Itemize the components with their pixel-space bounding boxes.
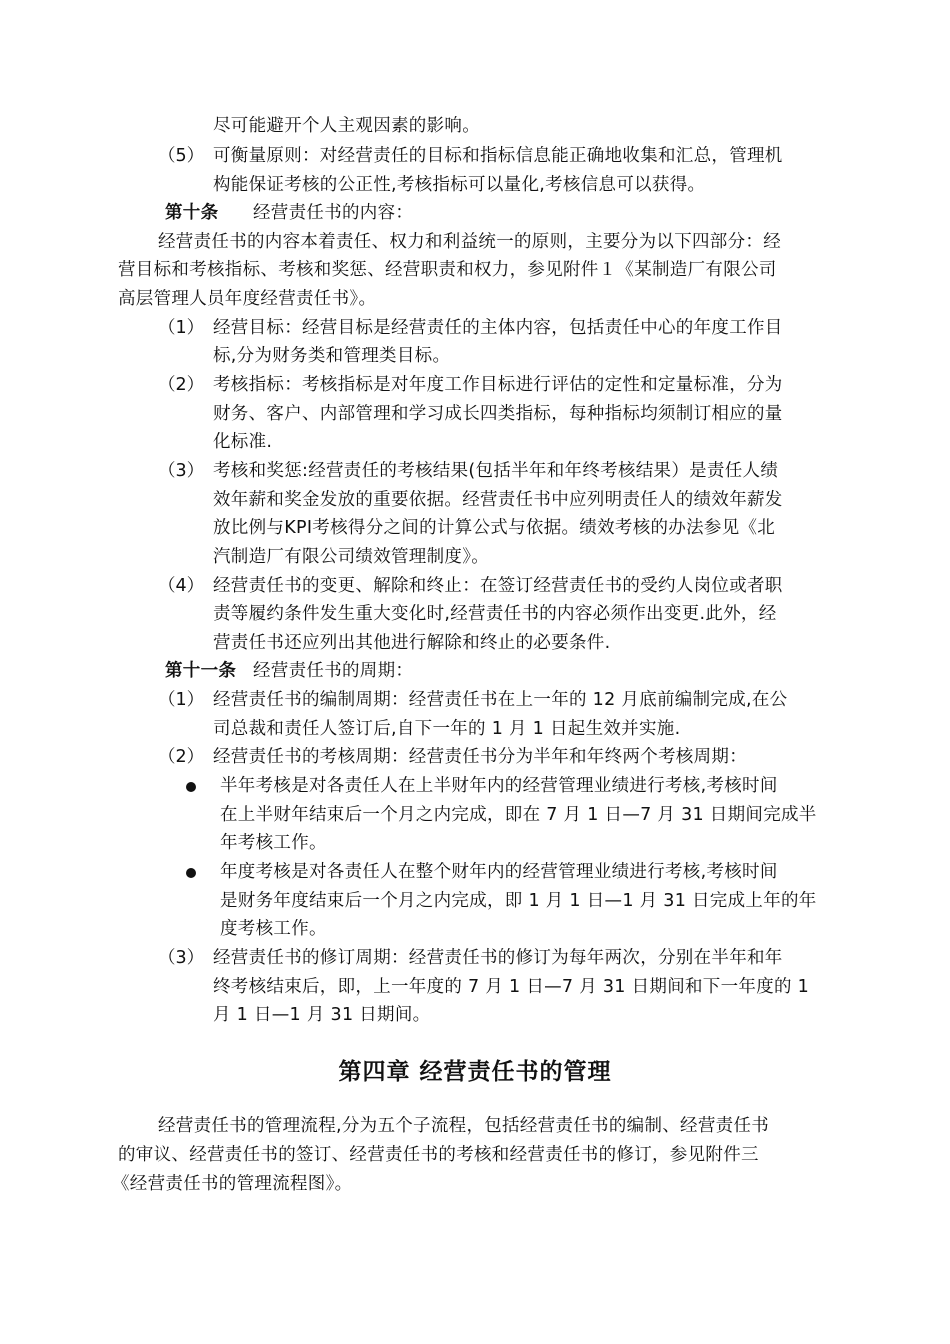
item-number: （3） <box>158 948 205 968</box>
bullet-icon <box>186 868 196 878</box>
item-line: 终考核结束后，即，上一年度的 7 月 1 日—7 月 31 日期间和下一年度的 1 <box>213 977 810 997</box>
item-line: 标,分为财务类和管理类目标。 <box>213 346 451 366</box>
item-number: （3） <box>158 461 205 481</box>
bullet-icon <box>186 782 196 792</box>
bullet-line: 半年考核是对各责任人在上半财年内的经营管理业绩进行考核,考核时间 <box>220 776 778 796</box>
item-line: 构能保证考核的公正性,考核指标可以量化,考核信息可以获得。 <box>213 175 706 195</box>
item-line: 效年薪和奖金发放的重要依据。经营责任书中应列明责任人的绩效年薪发 <box>213 490 783 510</box>
item-number: （1） <box>158 690 205 710</box>
item-line: 可衡量原则：对经营责任的目标和指标信息能正确地收集和汇总，管理机 <box>213 146 783 166</box>
paragraph-line: 高层管理人员年度经营责任书》。 <box>118 289 377 309</box>
item-line: 经营目标：经营目标是经营责任的主体内容，包括责任中心的年度工作目 <box>213 318 783 338</box>
item-line: 月 1 日—1 月 31 日期间。 <box>213 1005 431 1025</box>
item-line: 经营责任书的编制周期：经营责任书在上一年的 12 月底前编制完成,在公 <box>213 690 788 710</box>
paragraph-line: 经营责任书的管理流程,分为五个子流程，包括经营责任书的编制、经营责任书 <box>158 1116 770 1136</box>
bullet-line: 在上半财年结束后一个月之内完成，即在 7 月 1 日—7 月 31 日期间完成半 <box>220 805 817 825</box>
bullet-line: 年度考核是对各责任人在整个财年内的经营管理业绩进行考核,考核时间 <box>220 862 778 882</box>
item-line: 司总裁和责任人签订后,自下一年的 1 月 1 日起生效并实施. <box>213 719 681 739</box>
item-line: 责等履约条件发生重大变化时,经营责任书的内容必须作出变更.此外，经 <box>213 604 777 624</box>
intro-line: 尽可能避开个人主观因素的影响。 <box>213 116 480 136</box>
item-number: （4） <box>158 576 205 596</box>
item-number: （2） <box>158 375 205 395</box>
item-line: 考核和奖惩:经营责任的考核结果(包括半年和年终考核结果）是责任人绩 <box>213 461 779 481</box>
bullet-line: 年考核工作。 <box>220 833 327 853</box>
bullet-line: 度考核工作。 <box>220 919 327 939</box>
item-line: 营责任书还应列出其他进行解除和终止的必要条件. <box>213 633 611 653</box>
item-line: 汽制造厂有限公司绩效管理制度》。 <box>213 547 490 567</box>
paragraph-line: 《经营责任书的管理流程图》。 <box>112 1174 353 1194</box>
item-line: 经营责任书的修订周期：经营责任书的修订为每年两次，分别在半年和年 <box>213 948 783 968</box>
paragraph-line: 营目标和考核指标、考核和奖惩、经营职责和权力，参见附件１《某制造厂有限公司 <box>118 260 777 280</box>
item-number: （1） <box>158 318 205 338</box>
item-line: 化标准. <box>213 432 273 452</box>
article-title: 经营责任书的内容： <box>253 203 414 223</box>
article-heading: 第十一条 <box>165 661 237 681</box>
bullet-line: 是财务年度结束后一个月之内完成，即 1 月 1 日—1 月 31 日完成上年的年 <box>220 891 817 911</box>
item-line: 财务、客户、内部管理和学习成长四类指标，每种指标均须制订相应的量 <box>213 404 783 424</box>
paragraph-line: 的审议、经营责任书的签订、经营责任书的考核和经营责任书的修订，参见附件三 <box>118 1145 759 1165</box>
chapter-title: 第四章 经营责任书的管理 <box>338 1059 612 1085</box>
item-line: 考核指标：考核指标是对年度工作目标进行评估的定性和定量标准，分为 <box>213 375 783 395</box>
paragraph-line: 经营责任书的内容本着责任、权力和利益统一的原则，主要分为以下四部分：经 <box>158 232 781 252</box>
item-line: 经营责任书的考核周期：经营责任书分为半年和年终两个考核周期： <box>213 747 747 767</box>
article-heading: 第十条 <box>165 203 219 223</box>
item-number: （2） <box>158 747 205 767</box>
item-line: 经营责任书的变更、解除和终止：在签订经营责任书的受约人岗位或者职 <box>213 576 783 596</box>
article-title: 经营责任书的周期： <box>253 661 414 681</box>
item-line: 放比例与KPI考核得分之间的计算公式与依据。绩效考核的办法参见《北 <box>213 518 776 538</box>
item-number: （5） <box>158 146 205 166</box>
